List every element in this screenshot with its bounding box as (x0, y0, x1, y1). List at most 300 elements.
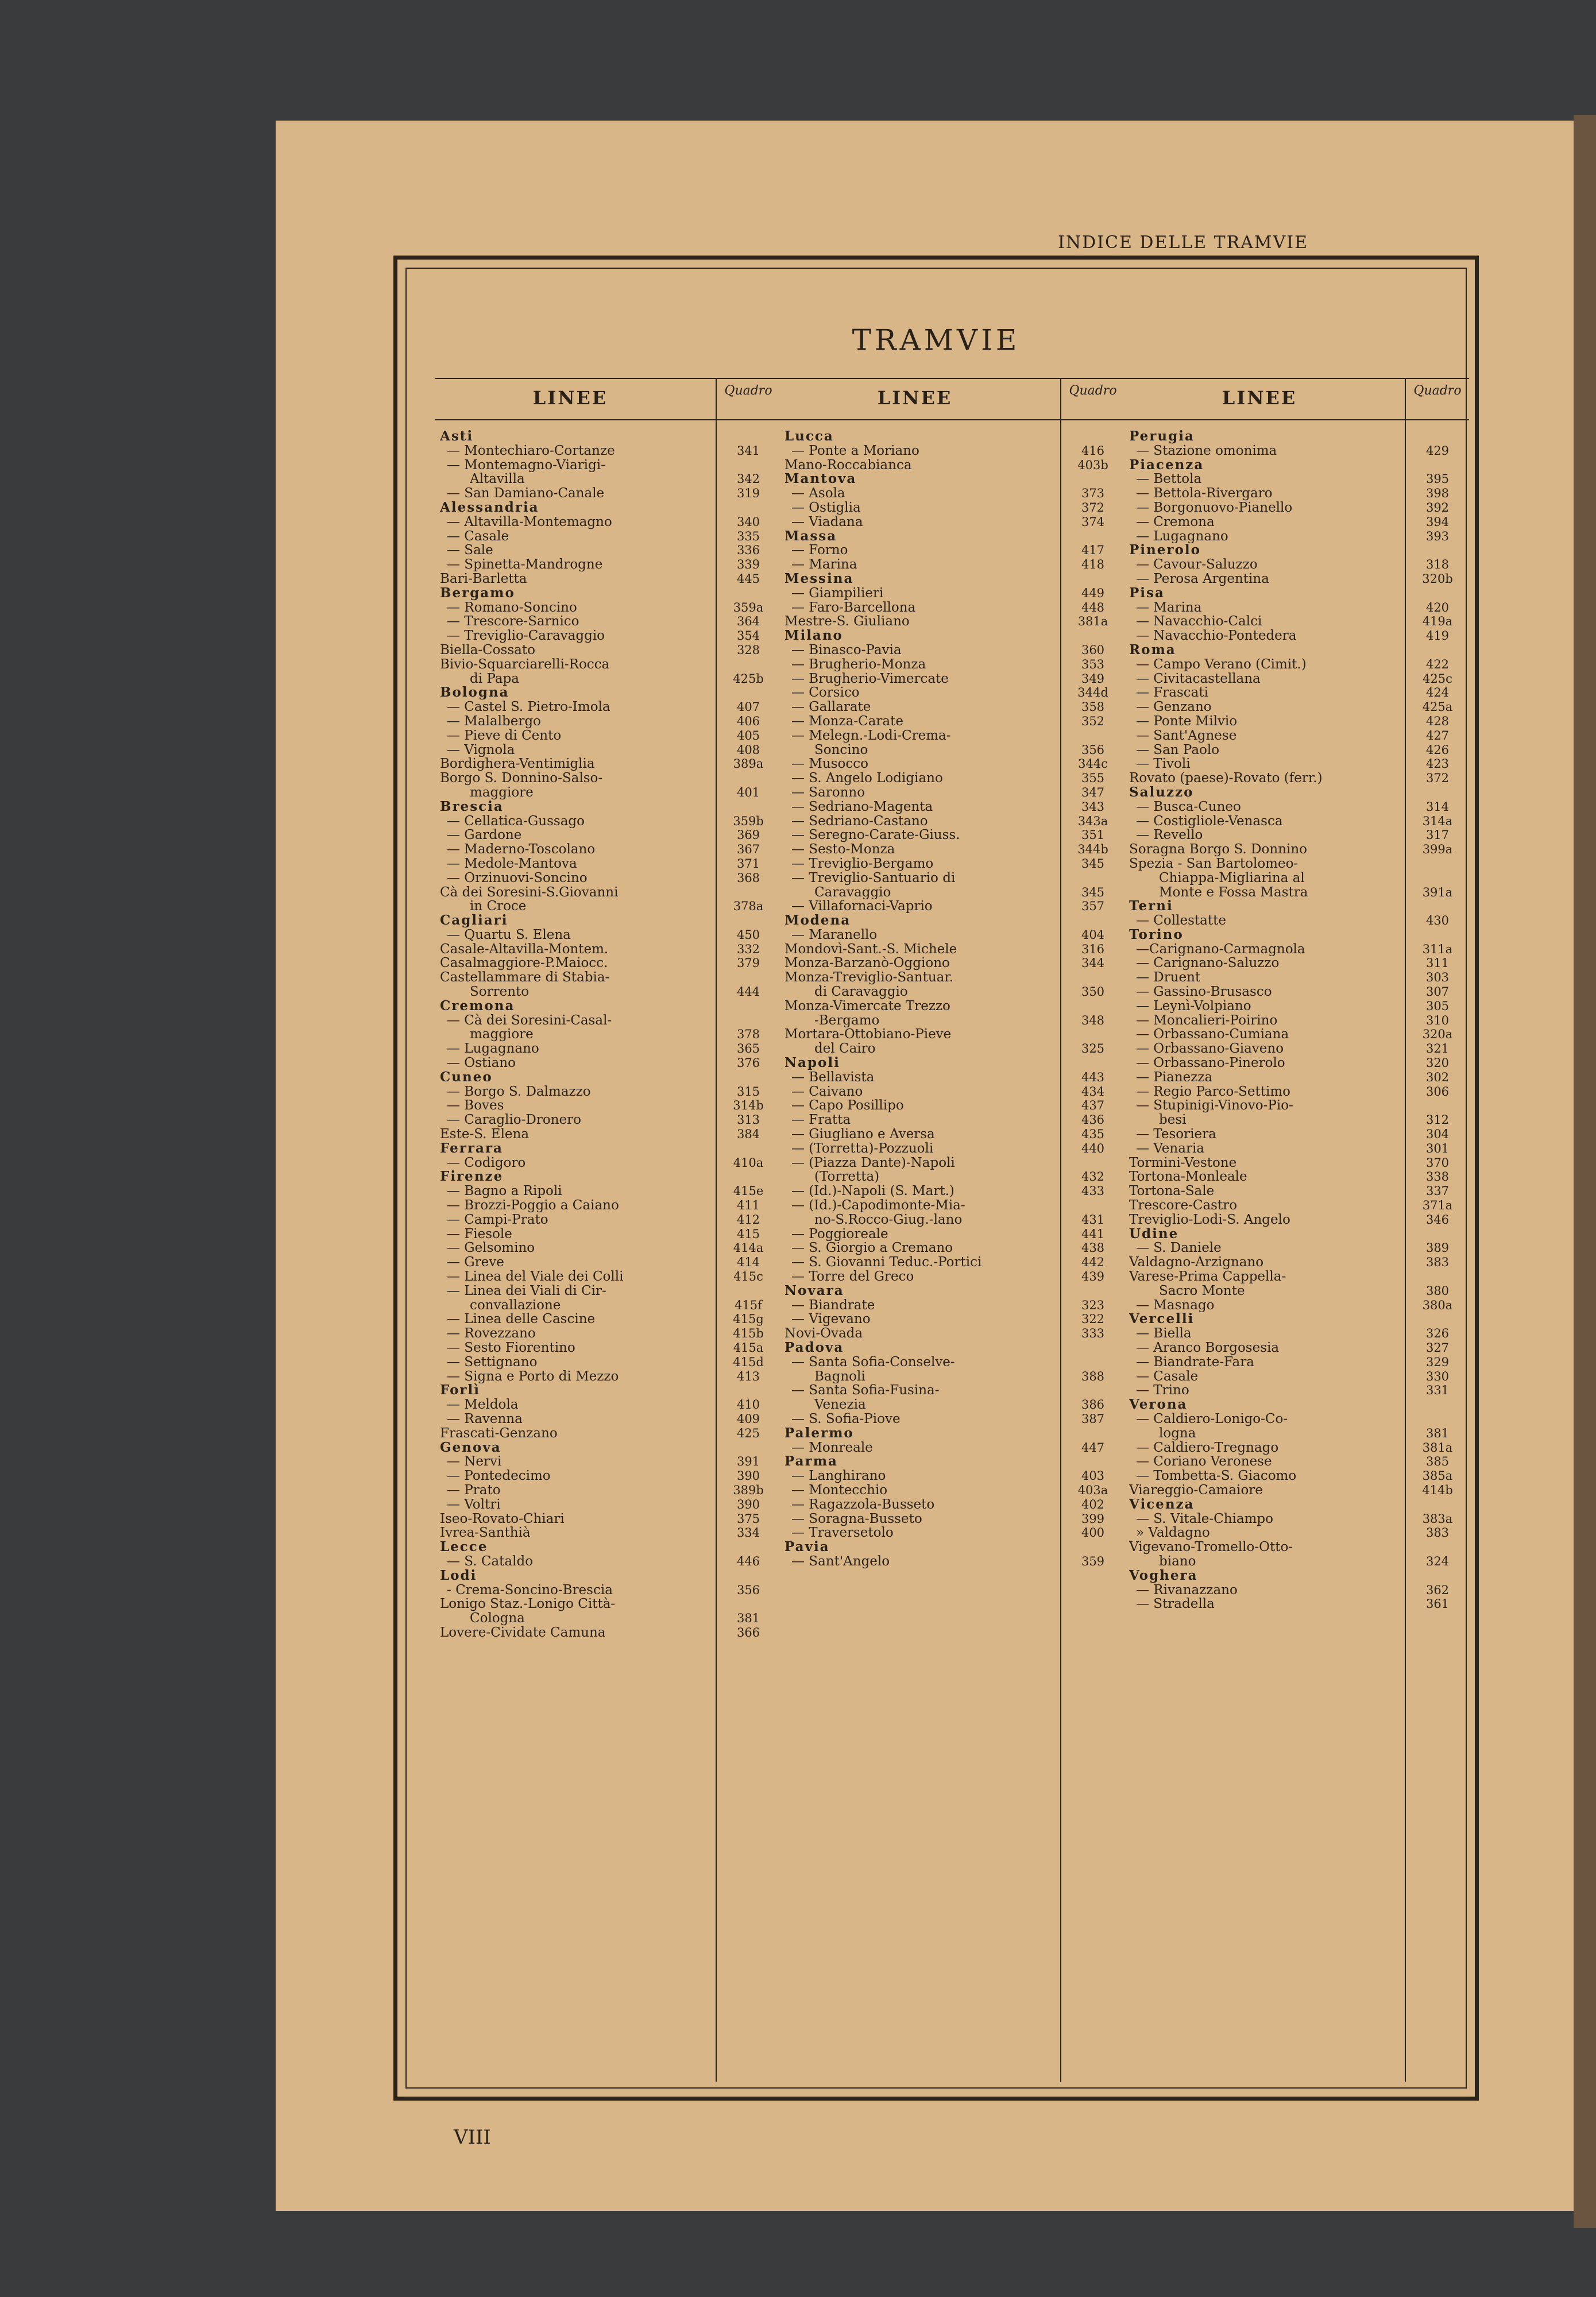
quadro-number: 331 (1425, 1383, 1450, 1398)
list-item (435, 658, 780, 672)
quadro-number: 438 (1081, 1241, 1105, 1255)
line-name: Varese-Prima Cappella- (1129, 1270, 1286, 1284)
list-item (1124, 714, 1469, 729)
list-item (780, 1383, 1124, 1398)
line-name: — Binasco-Pavia (791, 643, 902, 658)
list-item (780, 672, 1124, 686)
line-name: Novi-Ovada (785, 1327, 863, 1341)
quadro-number: 418 (1081, 558, 1105, 572)
quadro-number: 415g (733, 1312, 764, 1327)
line-name: — Revello (1136, 828, 1203, 843)
city-heading (1124, 1398, 1469, 1412)
city-heading (780, 1540, 1124, 1554)
list-item (780, 885, 1124, 900)
city-heading (435, 1569, 780, 1583)
city-heading (435, 430, 780, 444)
line-name: Soncino (814, 743, 868, 757)
list-item (780, 1327, 1124, 1341)
quadro-number: 305 (1425, 999, 1450, 1013)
list-item (780, 786, 1124, 800)
list-item (780, 1483, 1124, 1498)
quadro-number: 381 (736, 1611, 760, 1626)
line-name: Treviglio-Lodi-S. Angelo (1129, 1212, 1290, 1227)
city-heading (780, 1426, 1124, 1441)
list-item (780, 1270, 1124, 1284)
list-item (1124, 1027, 1469, 1042)
line-name: Sorrento (470, 985, 530, 999)
quadro-number: 351 (1081, 828, 1105, 842)
list-item (1124, 914, 1469, 928)
line-name: — Campi-Prato (447, 1212, 548, 1227)
quadro-number: 355 (1081, 771, 1105, 786)
list-item (435, 786, 780, 800)
col-header-linee: LINEE (877, 387, 953, 409)
line-name: — Boves (447, 1099, 504, 1113)
list-item (1124, 1370, 1469, 1384)
line-name: Tortona-Sale (1129, 1184, 1215, 1199)
quadro-number: 385a (1422, 1469, 1453, 1483)
quadro-number: 399 (1081, 1511, 1105, 1526)
quadro-number: 381a (1422, 1440, 1453, 1455)
list-item (1124, 444, 1469, 458)
line-name: — (Piazza Dante)-Napoli (791, 1155, 955, 1170)
line-name: — Maranello (791, 927, 878, 942)
list-item (435, 1469, 780, 1483)
quadro-number: 425c (1423, 671, 1452, 686)
line-name: — Aranco Borgosesia (1136, 1341, 1280, 1355)
line-name: maggiore (470, 785, 534, 800)
line-name: — Sesto Fiorentino (447, 1341, 575, 1355)
list-item (1124, 771, 1469, 786)
list-item (780, 1526, 1124, 1540)
line-name: — San Paolo (1136, 743, 1220, 757)
list-item (780, 1227, 1124, 1242)
line-name: — Ponte a Moriano (791, 443, 919, 458)
list-item (1124, 1127, 1469, 1142)
line-name: Monza-Treviglio-Santuar. (785, 970, 954, 985)
line-name: — Traversetolo (791, 1526, 894, 1541)
quadro-number: 381a (1077, 614, 1108, 629)
quadro-number: 319 (736, 486, 760, 501)
line-name: maggiore (470, 1027, 534, 1042)
quadro-number: 330 (1425, 1369, 1450, 1383)
line-name: — Treviglio-Caravaggio (447, 629, 605, 643)
list-item (435, 1554, 780, 1569)
line-name: — Cà dei Soresini-Casal- (447, 1013, 612, 1028)
line-name: — Sale (447, 543, 493, 558)
list-item (780, 1370, 1124, 1384)
column-rows (1124, 430, 1469, 1611)
quadro-number: 424 (1425, 686, 1450, 700)
list-item (780, 729, 1124, 743)
column-1 (435, 378, 780, 2082)
col-header-quadro: Quadro (1060, 379, 1124, 419)
list-item (780, 1085, 1124, 1099)
list-item (1124, 1170, 1469, 1184)
quadro-number: 416 (1081, 443, 1105, 458)
quadro-number: 352 (1081, 714, 1105, 728)
quadro-number: 395 (1425, 472, 1450, 486)
city-heading (1124, 543, 1469, 558)
city-heading (435, 501, 780, 515)
list-item (1124, 614, 1469, 629)
list-item (1124, 1255, 1469, 1270)
list-item (780, 586, 1124, 601)
line-name: — Caldiero-Tregnago (1136, 1440, 1279, 1455)
list-item (780, 658, 1124, 672)
line-name: Castellammare di Stabia- (440, 970, 610, 985)
list-item (780, 1042, 1124, 1056)
city-heading (1124, 586, 1469, 601)
line-name: Lonigo Staz.-Lonigo Città- (440, 1597, 616, 1612)
list-item (435, 942, 780, 957)
list-item (1124, 842, 1469, 857)
quadro-number: 383a (1422, 1511, 1453, 1526)
list-item (435, 1455, 780, 1469)
list-item (435, 1483, 780, 1498)
city-heading (435, 1142, 780, 1156)
quadro-number: 340 (736, 515, 760, 529)
quadro-number: 304 (1425, 1127, 1450, 1142)
list-item (1124, 1070, 1469, 1085)
list-item (435, 857, 780, 871)
line-name: — Pieve di Cento (447, 728, 562, 743)
quadro-number: 320b (1422, 571, 1453, 586)
list-item (780, 686, 1124, 700)
quadro-number: 434 (1081, 1084, 1105, 1099)
quadro-number: 343 (1081, 799, 1105, 814)
list-item (435, 1099, 780, 1113)
line-name: — Castel S. Pietro-Imola (447, 700, 610, 714)
quadro-number: 347 (1081, 785, 1105, 799)
line-name: — Capo Posillipo (791, 1099, 904, 1113)
line-name: Saluzzo (1129, 785, 1194, 800)
quadro-number: 344d (1077, 686, 1108, 700)
quadro-number: 368 (736, 871, 760, 885)
list-item (435, 871, 780, 885)
quadro-number: 366 (736, 1625, 760, 1639)
quadro-number: 371 (736, 856, 760, 871)
quadro-number: 415e (733, 1184, 764, 1198)
line-name: Bergamo (440, 586, 515, 601)
city-heading (435, 1540, 780, 1554)
line-name: — Montecchio (791, 1483, 888, 1498)
line-name: — Linea del Viale dei Colli (447, 1270, 624, 1284)
line-name: — Borgonuovo-Pianello (1136, 500, 1293, 515)
list-item (780, 970, 1124, 985)
list-item (1124, 1241, 1469, 1255)
quadro-number: 390 (736, 1469, 760, 1483)
list-item (435, 842, 780, 857)
line-name: — (Torretta)-Pozzuoli (791, 1141, 934, 1156)
city-heading (1124, 1227, 1469, 1242)
quadro-number: 339 (736, 558, 760, 572)
list-item (780, 985, 1124, 999)
list-item (1124, 1540, 1469, 1554)
list-item (780, 771, 1124, 786)
line-name: — Tombetta-S. Giacomo (1136, 1469, 1297, 1483)
quadro-number: 342 (736, 472, 760, 486)
list-item (435, 558, 780, 572)
line-name: — Lugagnano (1136, 529, 1228, 544)
list-item (435, 614, 780, 629)
list-item (780, 842, 1124, 857)
list-item (780, 1554, 1124, 1569)
quadro-number: 327 (1425, 1341, 1450, 1355)
line-name: Este-S. Elena (440, 1127, 530, 1142)
line-name: Altavilla (470, 472, 525, 487)
quadro-number: 349 (1081, 671, 1105, 686)
line-name: Cagliari (440, 914, 508, 928)
quadro-number: 322 (1081, 1312, 1105, 1327)
line-name: Udine (1129, 1227, 1179, 1242)
quadro-number: 405 (736, 728, 760, 743)
list-item (1124, 1383, 1469, 1398)
line-name: Mano-Roccabianca (785, 458, 912, 473)
line-name: Torino (1129, 927, 1184, 942)
line-name: Novara (785, 1283, 844, 1298)
quadro-number: 414b (1422, 1483, 1453, 1497)
quadro-number: 329 (1425, 1355, 1450, 1369)
list-item (435, 899, 780, 914)
quadro-number: 378a (733, 899, 764, 914)
line-name: Napoli (785, 1056, 840, 1070)
line-name: — (Id.)-Capodimonte-Mia- (791, 1198, 965, 1213)
quadro-number: 380a (1422, 1298, 1453, 1312)
quadro-number: 364 (736, 614, 760, 629)
line-name: — Trino (1136, 1383, 1189, 1398)
list-item (435, 743, 780, 757)
line-name: — Costigliole-Venasca (1136, 814, 1283, 829)
list-item (435, 543, 780, 558)
line-name: Cuneo (440, 1070, 493, 1085)
list-item (780, 814, 1124, 829)
quadro-number: 440 (1081, 1141, 1105, 1155)
quadro-number: 343a (1077, 814, 1108, 828)
list-item (1124, 1099, 1469, 1113)
quadro-number: 415 (736, 1227, 760, 1241)
list-item (780, 1469, 1124, 1483)
line-name: — Quartu S. Elena (447, 927, 571, 942)
city-heading (1124, 786, 1469, 800)
list-item (435, 1284, 780, 1298)
line-name: — Casale (447, 529, 509, 544)
list-item (435, 572, 780, 586)
quadro-number: 439 (1081, 1270, 1105, 1284)
line-name: — S. Cataldo (447, 1554, 534, 1569)
list-item (780, 1412, 1124, 1426)
quadro-number: 345 (1081, 856, 1105, 871)
line-name: — Collestatte (1136, 914, 1226, 928)
line-name: — Pianezza (1136, 1070, 1213, 1085)
list-item (780, 928, 1124, 942)
line-name: Padova (785, 1341, 844, 1355)
quadro-number: 323 (1081, 1298, 1105, 1312)
line-name: Parma (785, 1455, 838, 1470)
list-item (780, 1355, 1124, 1370)
list-item (1124, 1184, 1469, 1198)
quadro-number: 320 (1425, 1056, 1450, 1070)
line-name: (Torretta) (814, 1170, 880, 1185)
line-name: — Genzano (1136, 700, 1212, 714)
line-name: — Leynì-Volpiano (1136, 999, 1251, 1014)
line-name: — Venaria (1136, 1141, 1205, 1156)
city-heading (780, 1284, 1124, 1298)
line-name: Asti (440, 430, 474, 444)
quadro-number: 320a (1422, 1027, 1453, 1042)
city-heading (780, 914, 1124, 928)
city-heading (780, 472, 1124, 486)
line-name: — Bellavista (791, 1070, 875, 1085)
line-name: — Stazione omonima (1136, 443, 1277, 458)
list-item (1124, 1455, 1469, 1469)
line-name: — Maderno-Toscolano (447, 842, 596, 857)
line-name: — Voltri (447, 1497, 501, 1512)
line-name: — Frascati (1136, 686, 1208, 701)
line-name: — Codigoro (447, 1155, 526, 1170)
line-name: — Trescore-Sarnico (447, 614, 579, 629)
line-name: » Valdagno (1136, 1526, 1210, 1541)
line-name: — Ostiglia (791, 500, 861, 515)
list-item (1124, 885, 1469, 900)
column-header (1124, 378, 1469, 420)
line-name: — Greve (447, 1255, 504, 1270)
list-item (780, 1298, 1124, 1313)
column-rows (435, 430, 780, 1640)
quadro-number: 301 (1425, 1141, 1450, 1155)
list-item (1124, 871, 1469, 885)
line-name: — Borgo S. Dalmazzo (447, 1084, 591, 1099)
city-heading (1124, 899, 1469, 914)
line-name: — Navacchio-Calci (1136, 614, 1262, 629)
quadro-number: 326 (1425, 1327, 1450, 1341)
line-name: — Druent (1136, 970, 1201, 985)
list-item (435, 1227, 780, 1242)
list-item (435, 1056, 780, 1070)
line-name: Tormini-Vestone (1129, 1155, 1237, 1170)
line-name: Firenze (440, 1170, 504, 1185)
column-2 (780, 378, 1124, 2082)
quadro-number: 417 (1081, 543, 1105, 558)
list-item (1124, 1198, 1469, 1213)
quadro-number: 356 (1081, 743, 1105, 757)
list-item (780, 800, 1124, 814)
line-name: — Torre del Greco (791, 1270, 914, 1284)
list-item (435, 444, 780, 458)
quadro-number: 353 (1081, 657, 1105, 671)
list-item (1124, 857, 1469, 871)
line-name: — Sedriano-Magenta (791, 799, 933, 814)
col-header-linee: LINEE (1222, 387, 1297, 409)
line-name: Chiappa-Migliarina al (1159, 871, 1305, 885)
line-name: — Campo Verano (Cimit.) (1136, 657, 1307, 672)
quadro-number: 407 (736, 700, 760, 714)
line-name: — Santa Sofia-Fusina- (791, 1383, 940, 1398)
book-spine (1574, 115, 1596, 2228)
line-name: Pisa (1129, 586, 1165, 601)
quadro-number: 372 (1425, 771, 1450, 786)
line-name: Cologna (470, 1611, 525, 1626)
list-item (1124, 672, 1469, 686)
line-name: — Lugagnano (447, 1042, 539, 1057)
line-name: Valdagno-Arzignano (1129, 1255, 1264, 1270)
list-item (780, 871, 1124, 885)
line-name: — S. Vitale-Chiampo (1136, 1511, 1273, 1526)
line-name: — Giugliano e Aversa (791, 1127, 935, 1142)
line-name: — Ragazzola-Busseto (791, 1497, 935, 1512)
quadro-number: 325 (1081, 1042, 1105, 1056)
quadro-number: 446 (736, 1554, 760, 1568)
list-item (1124, 558, 1469, 572)
quadro-number: 398 (1425, 486, 1450, 501)
line-name: Tortona-Monleale (1129, 1170, 1247, 1185)
line-name: Forlì (440, 1383, 481, 1398)
line-name: — Ravenna (447, 1412, 523, 1426)
list-item (780, 1255, 1124, 1270)
quadro-number: 312 (1425, 1113, 1450, 1127)
quadro-number: 436 (1081, 1113, 1105, 1127)
quadro-number: 337 (1425, 1184, 1450, 1198)
line-name: - Crema-Soncino-Brescia (447, 1583, 613, 1598)
list-item (1124, 1213, 1469, 1227)
column-header (780, 378, 1124, 420)
quadro-number: 371a (1422, 1198, 1453, 1213)
quadro-number: 367 (736, 842, 760, 857)
quadro-number: 313 (736, 1113, 760, 1127)
list-item (435, 1270, 780, 1284)
line-name: — Melegn.-Lodi-Crema- (791, 728, 951, 743)
quadro-number: 420 (1425, 600, 1450, 614)
line-name: — S. Daniele (1136, 1241, 1222, 1256)
line-name: Sacro Monte (1159, 1283, 1245, 1298)
line-name: Ferrara (440, 1141, 503, 1156)
list-item (435, 601, 780, 615)
list-item (780, 1027, 1124, 1042)
line-name: — Giampilieri (791, 586, 884, 601)
quadro-number: 444 (736, 985, 760, 999)
quadro-number: 400 (1081, 1526, 1105, 1540)
list-item (435, 486, 780, 501)
line-name: — Sant'Agnese (1136, 728, 1237, 743)
table-inner-frame (405, 268, 1467, 2089)
quadro-number: 335 (736, 529, 760, 543)
line-name: Alessandria (440, 500, 539, 515)
quadro-number: 360 (1081, 643, 1105, 657)
quadro-number: 373 (1081, 486, 1105, 501)
line-name: — Viadana (791, 515, 863, 529)
line-name: — Cremona (1136, 515, 1215, 529)
quadro-number: 380 (1425, 1283, 1450, 1298)
list-item (435, 1085, 780, 1099)
quadro-number: 447 (1081, 1440, 1105, 1455)
list-item (1124, 1270, 1469, 1284)
list-item (1124, 1412, 1469, 1426)
line-name: — S. Angelo Lodigiano (791, 771, 943, 786)
quadro-number: 409 (736, 1412, 760, 1426)
list-item (435, 828, 780, 842)
list-item (435, 714, 780, 729)
list-item (435, 1156, 780, 1170)
quadro-number: 413 (736, 1369, 760, 1383)
line-name: Vicenza (1129, 1497, 1195, 1512)
quadro-number: 399a (1422, 842, 1453, 857)
line-name: biano (1159, 1554, 1196, 1569)
quadro-number: 403 (1081, 1469, 1105, 1483)
book-page (276, 121, 1574, 2211)
list-item (780, 543, 1124, 558)
quadro-number: 392 (1425, 500, 1450, 515)
line-name: — Gassino-Brusasco (1136, 985, 1272, 999)
